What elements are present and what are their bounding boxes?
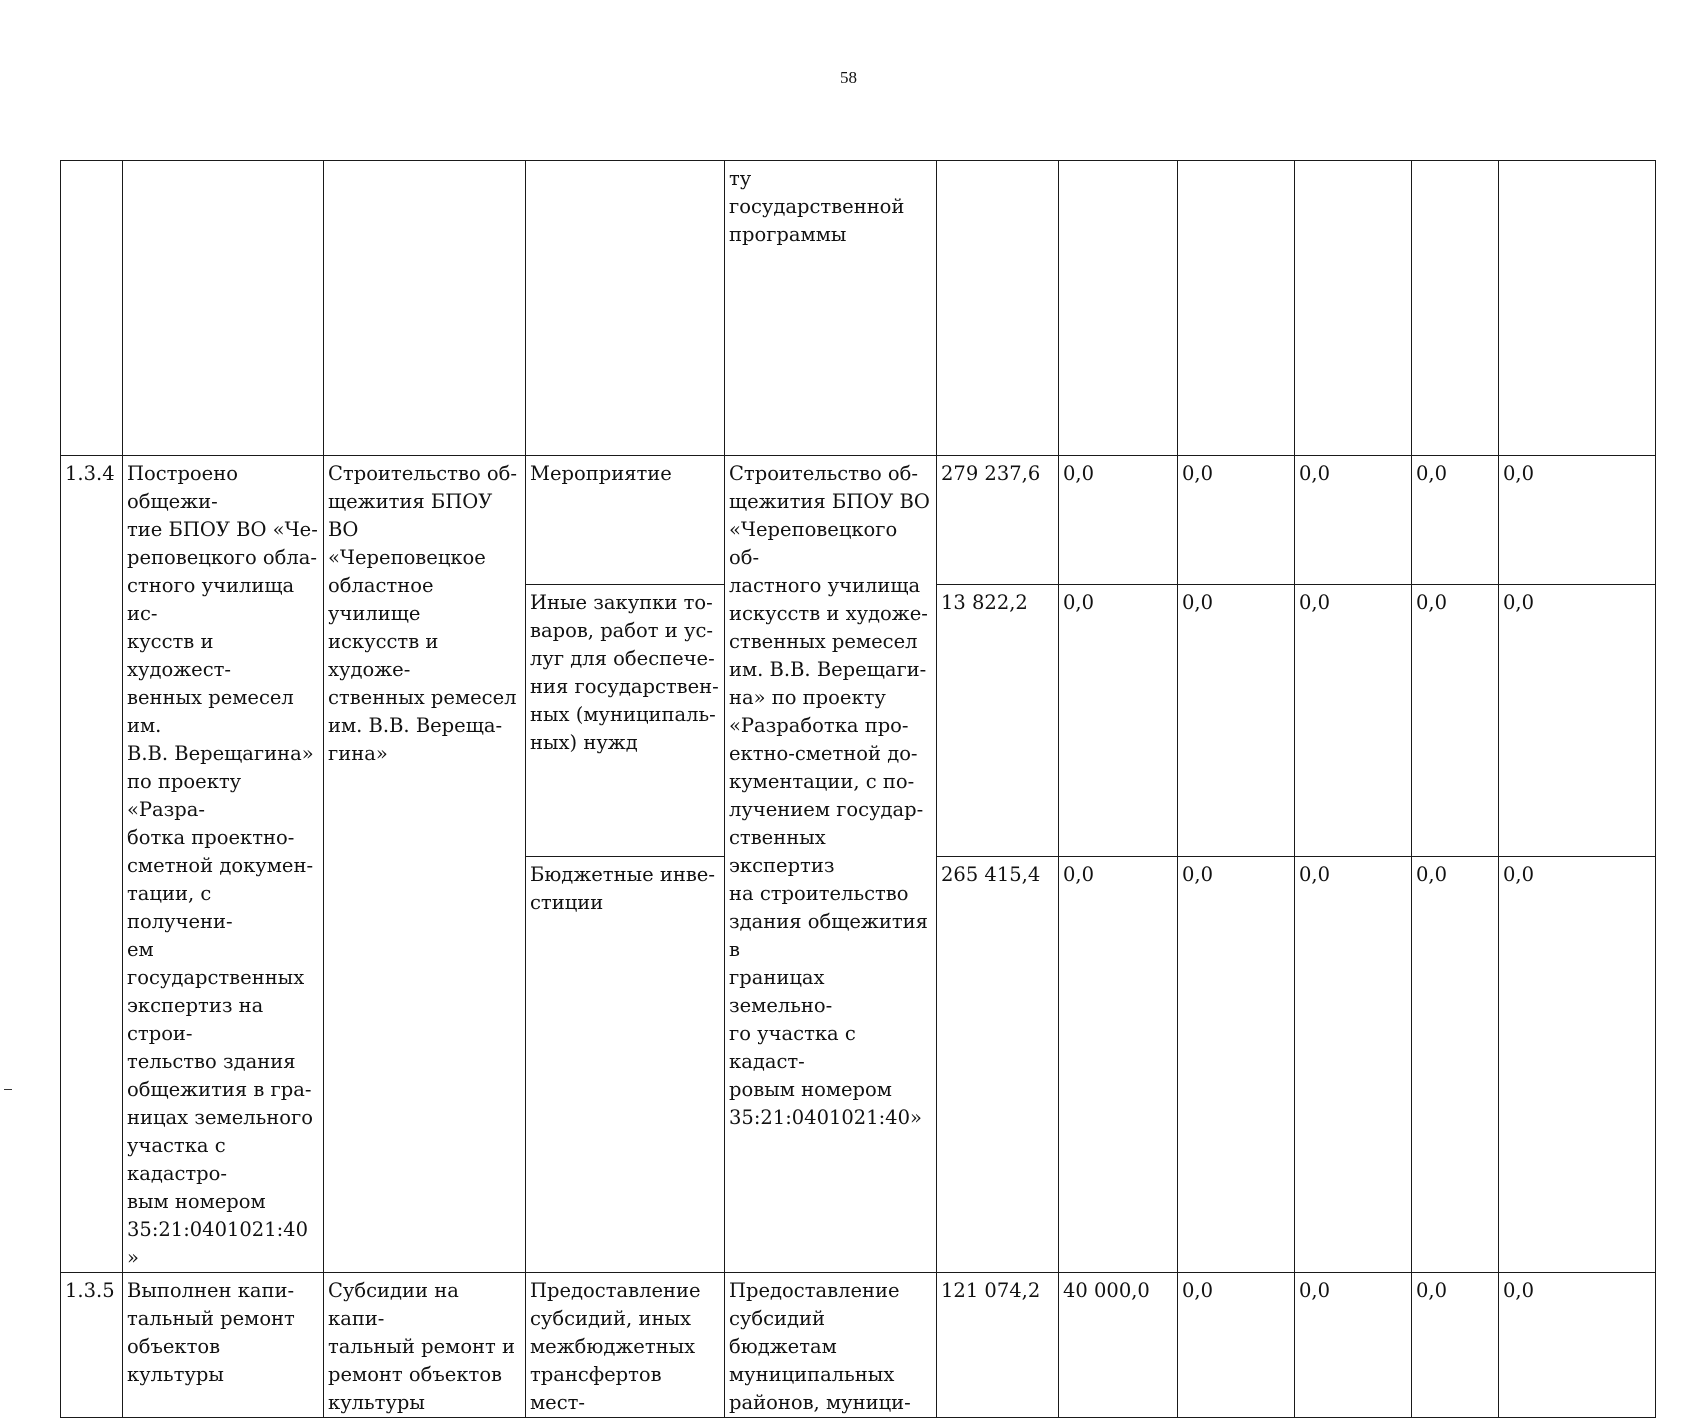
- cell-value: [1059, 161, 1178, 456]
- value-cell: 0,0: [1178, 456, 1295, 585]
- expense-type: Предоставление субсидий, иных межбюджетных трансфертов мест-: [526, 1273, 725, 1418]
- budget-table: [60, 160, 1656, 1418]
- cell-expense-type: [526, 161, 725, 456]
- value-cell: 0,0: [1499, 585, 1656, 856]
- cell-value: [937, 161, 1059, 456]
- activity-text: Строительство об- щежития БПОУ ВО «Череповецкое областное училище искусств и художе- ственных ремесел им. В.В. Вереща- гина»: [324, 456, 526, 1273]
- value-cell: 0,0: [1412, 1273, 1499, 1418]
- page-number: 58: [840, 68, 857, 87]
- value-cell: 0,0: [1295, 856, 1412, 1272]
- value-cell: 40 000,0: [1059, 1273, 1178, 1418]
- value-cell: 279 237,6: [937, 456, 1059, 585]
- value-cell: 0,0: [1295, 1273, 1412, 1418]
- cell-number: [61, 161, 123, 456]
- value-cell: 0,0: [1059, 456, 1178, 585]
- cell-value: [1499, 161, 1656, 456]
- continuation-row: [61, 161, 1656, 456]
- description-text: Предоставление субсидий бюджетам муниципальных районов, муници-: [725, 1273, 937, 1418]
- value-cell: 0,0: [1412, 585, 1499, 856]
- expense-type: Бюджетные инве- стиции: [526, 856, 725, 1272]
- value-cell: 0,0: [1295, 585, 1412, 856]
- value-cell: 0,0: [1499, 1273, 1656, 1418]
- value-cell: 121 074,2: [937, 1273, 1059, 1418]
- value-cell: 13 822,2: [937, 585, 1059, 856]
- description-text: Строительство об- щежития БПОУ ВО «Череповецкого об- ластного училища искусств и художе- ственных ремесел им. В.В. Верещаги- на» по проекту «Разработка про- ектно-сметной до- кументации, с по- лучением государ- ственных экспертиз на строительство здания общежития в границах земельно- го участка с кадаст- ровым номером 35:21:0401021:40»: [725, 456, 937, 1273]
- value-cell: 0,0: [1178, 856, 1295, 1272]
- cell-activity: [324, 161, 526, 456]
- result-text: Выполнен капи- тальный ремонт объектов культуры: [123, 1273, 324, 1418]
- cell-description: ту государственной программы: [725, 161, 937, 456]
- expense-type: Иные закупки то- варов, работ и ус- луг для обеспече- ния государствен- ных (муниципаль- ных) нужд: [526, 585, 725, 856]
- value-cell: 0,0: [1059, 585, 1178, 856]
- cell-value: [1295, 161, 1412, 456]
- cell-value: [1178, 161, 1295, 456]
- value-cell: 0,0: [1499, 456, 1656, 585]
- value-cell: 0,0: [1295, 456, 1412, 585]
- result-text: Построено общежи- тие БПОУ ВО «Че- реповецкого обла- стного училища ис- кусств и художест- венных ремесел им. В.В. Верещагина» по проекту «Разра- ботка проектно- сметной докумен- тации, с получени- ем государственных экспертиз на строи- тельство здания общежития в гра- ницах земельного участка с кадастро- вым номером 35:21:0401021:40»: [123, 456, 324, 1273]
- value-cell: 0,0: [1412, 456, 1499, 585]
- value-cell: 0,0: [1059, 856, 1178, 1272]
- activity-text: Субсидии на капи- тальный ремонт и ремонт объектов культуры: [324, 1273, 526, 1418]
- cell-result: [123, 161, 324, 456]
- table-row: [61, 456, 1656, 585]
- margin-mark: [4, 1089, 12, 1090]
- table-row: [61, 1273, 1656, 1418]
- value-cell: 0,0: [1412, 856, 1499, 1272]
- value-cell: 265 415,4: [937, 856, 1059, 1272]
- expense-type: Мероприятие: [526, 456, 725, 585]
- row-number: 1.3.5: [61, 1273, 123, 1418]
- value-cell: 0,0: [1178, 1273, 1295, 1418]
- cell-value: [1412, 161, 1499, 456]
- value-cell: 0,0: [1178, 585, 1295, 856]
- row-number: 1.3.4: [61, 456, 123, 1273]
- value-cell: 0,0: [1499, 856, 1656, 1272]
